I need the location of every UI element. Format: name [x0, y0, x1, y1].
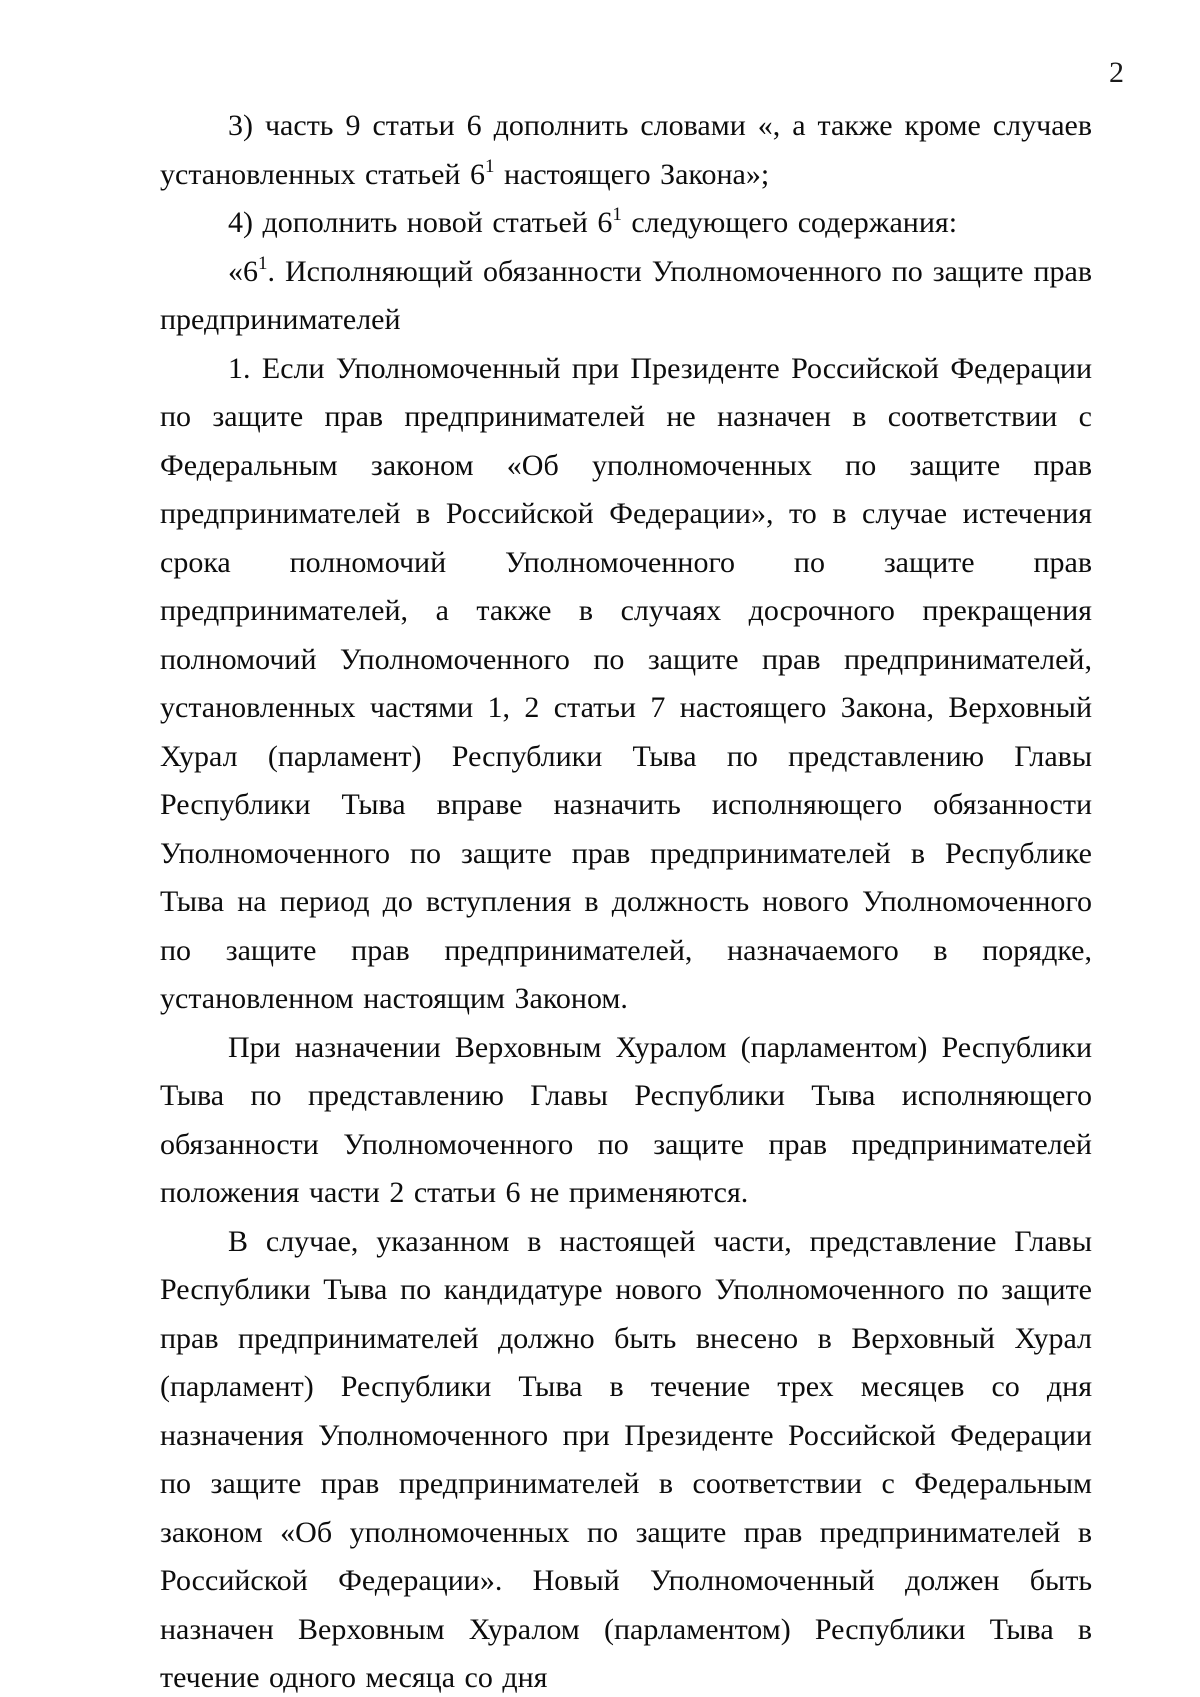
text-segment: При назначении Верховным Хуралом (парламентом) Республики Тыва по представлению Главы Республики Тыва исполняющего обязанности Уполномоченного по защите прав предпринимателей положения части 2 статьи 6 не применяются. [160, 1030, 1092, 1209]
document-body [160, 102, 1092, 1697]
text-segment: следующего содержания: [621, 206, 958, 239]
paragraph [160, 199, 1092, 248]
text-segment: В случае, указанном в настоящей части, представление Главы Республики Тыва по кандидатуре нового Уполномоченного по защите прав предпринимателей должно быть внесено в Верховный Хурал (парламент) Республики Тыва в течение трех месяцев со дня назначения Уполномоченного при Президенте Российской Федерации по защите прав предпринимателей в соответствии с Федеральным законом «Об уполномоченных по защите прав предпринимателей в Российской Федерации». Новый Уполномоченный должен быть назначен Верховным Хуралом (парламентом) Республики Тыва в течение одного месяца со дня [160, 1224, 1092, 1694]
page-number: 2 [1109, 56, 1124, 89]
text-segment: 1. Если Уполномоченный при Президенте Российской Федерации по защите прав предпринимателей не назначен в соответствии с Федеральным законом «Об уполномоченных по защите прав предпринимателей в Российской Федерации», то в случае истечения срока полномочий Уполномоченного по защите прав предпринимателей, а также в случаях досрочного прекращения полномочий Уполномоченного по защите прав предпринимателей, установленных частями 1, 2 статьи 7 настоящего Закона, Верховный Хурал (парламент) Республики Тыва по представлению Главы Республики Тыва вправе назначить исполняющего обязанности Уполномоченного по защите прав предпринимателей в Республике Тыва на период до вступления в должность нового Уполномоченного по защите прав предпринимателей, назначаемого в порядке, установленном настоящим Законом. [160, 351, 1092, 1015]
text-segment: 4) дополнить новой статьей 6 [228, 206, 613, 239]
text-segment: . Исполняющий обязанности Уполномоченного по защите прав предпринимателей [160, 254, 1092, 336]
paragraph [160, 345, 1092, 1024]
paragraph [160, 1024, 1092, 1218]
superscript: 1 [258, 252, 268, 274]
text-segment: «6 [228, 254, 258, 288]
paragraph [160, 248, 1092, 345]
paragraph [160, 102, 1092, 199]
paragraph [160, 1218, 1092, 1697]
text-segment: настоящего Закона»; [494, 157, 770, 191]
superscript: 1 [612, 204, 622, 225]
superscript: 1 [484, 155, 495, 177]
text-segment: 3) часть 9 статьи 6 дополнить словами «, а также кроме случаев установленных статьей 6 [160, 109, 1092, 191]
